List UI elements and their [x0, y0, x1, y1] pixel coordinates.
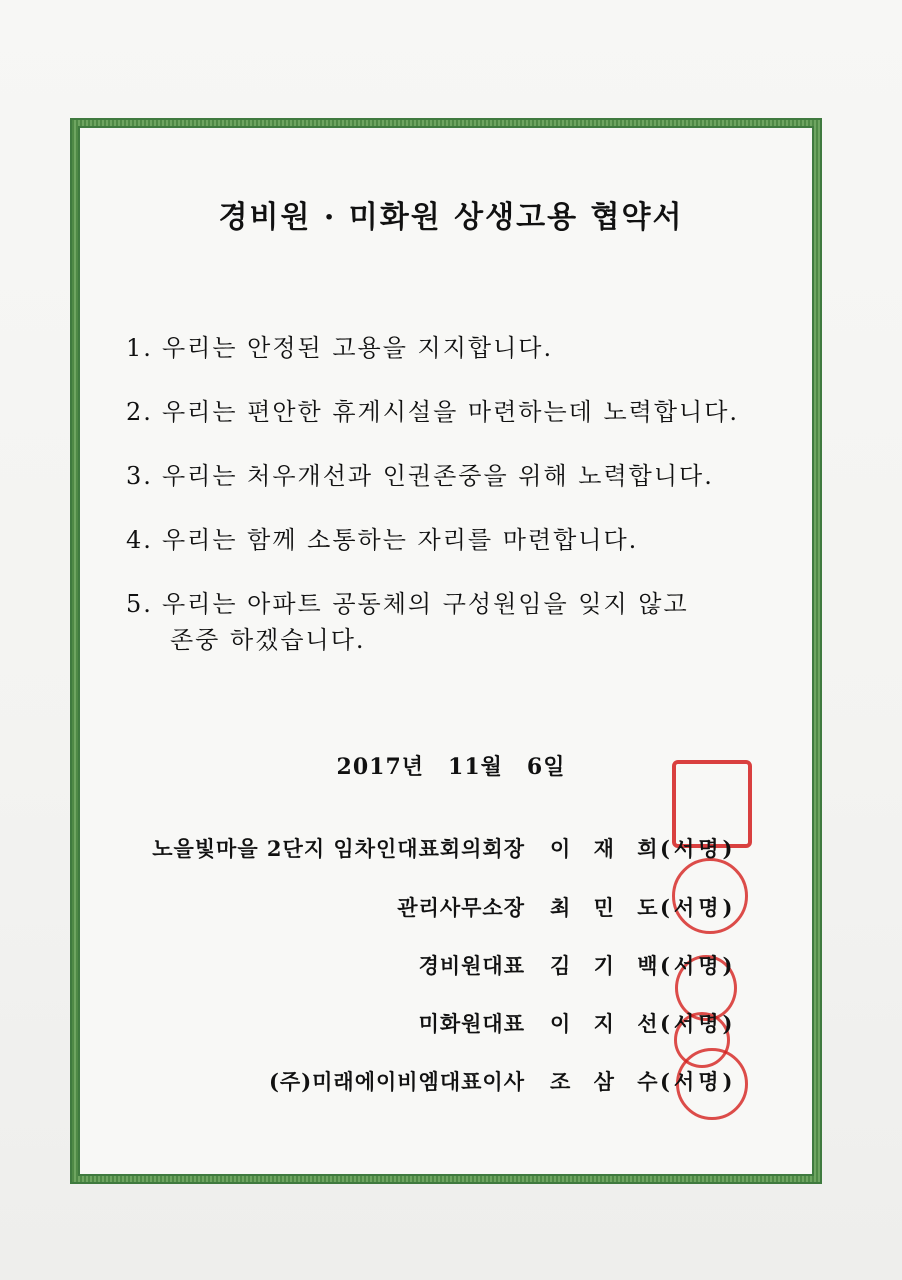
- agreement-date: [0, 750, 902, 781]
- signature-mark: (서명): [660, 1069, 737, 1094]
- document-title: 경비원 · 미화원 상생고용 협약서: [218, 200, 684, 235]
- item-text: 우리는 아파트 공동체의 구성원임을 잊지 않고: [162, 590, 689, 618]
- signatory-name: 최 민 도: [550, 895, 666, 920]
- item-text: 우리는 처우개선과 인권존중을 위해 노력합니다.: [162, 462, 714, 490]
- agreement-item: [126, 458, 786, 522]
- item-number: 2.: [126, 398, 153, 426]
- date-day: 6일: [526, 754, 566, 780]
- item-text-continuation: 존중 하겠습니다.: [170, 626, 366, 654]
- item-text: 우리는 함께 소통하는 자리를 마련합니다.: [162, 526, 639, 554]
- agreement-item: [126, 522, 786, 586]
- date-year: 2017년: [336, 754, 425, 780]
- item-number: 5.: [126, 590, 153, 618]
- signatory-role: 미화원대표: [418, 1011, 525, 1036]
- item-text: 우리는 안정된 고용을 지지합니다.: [162, 334, 554, 362]
- item-number: 3.: [126, 462, 153, 490]
- signature-mark: (서명): [660, 1011, 737, 1036]
- signatory-name: 이 지 선: [550, 1011, 666, 1036]
- item-number: 1.: [126, 334, 153, 362]
- agreement-item: [126, 394, 786, 458]
- signature-mark: (서명): [660, 953, 737, 978]
- date-month: 11월: [448, 754, 503, 780]
- agreement-items: [126, 330, 786, 682]
- item-number: 4.: [126, 526, 153, 554]
- agreement-item: [126, 330, 786, 394]
- signatory-role: 경비원대표: [418, 953, 525, 978]
- signatory-row: [120, 833, 740, 869]
- signatory-row: [120, 950, 740, 986]
- signature-mark: (서명): [660, 836, 737, 861]
- signatory-name: 김 기 백: [550, 953, 666, 978]
- agreement-item: [126, 586, 786, 682]
- signatory-role: (주)미래에이비엠대표이사: [268, 1069, 525, 1094]
- signatory-row: [120, 1008, 740, 1044]
- signature-mark: (서명): [660, 895, 737, 920]
- signatory-name: 이 재 희: [550, 836, 666, 861]
- signatory-role: 관리사무소장: [397, 895, 525, 920]
- signatory-name: 조 삼 수: [550, 1069, 666, 1094]
- signatory-row: [120, 892, 740, 928]
- signatory-role: 노을빛마을 2단지 임차인대표회의회장: [152, 836, 525, 861]
- signatory-row: [120, 1066, 740, 1102]
- item-text: 우리는 편안한 휴게시설을 마련하는데 노력합니다.: [162, 398, 740, 426]
